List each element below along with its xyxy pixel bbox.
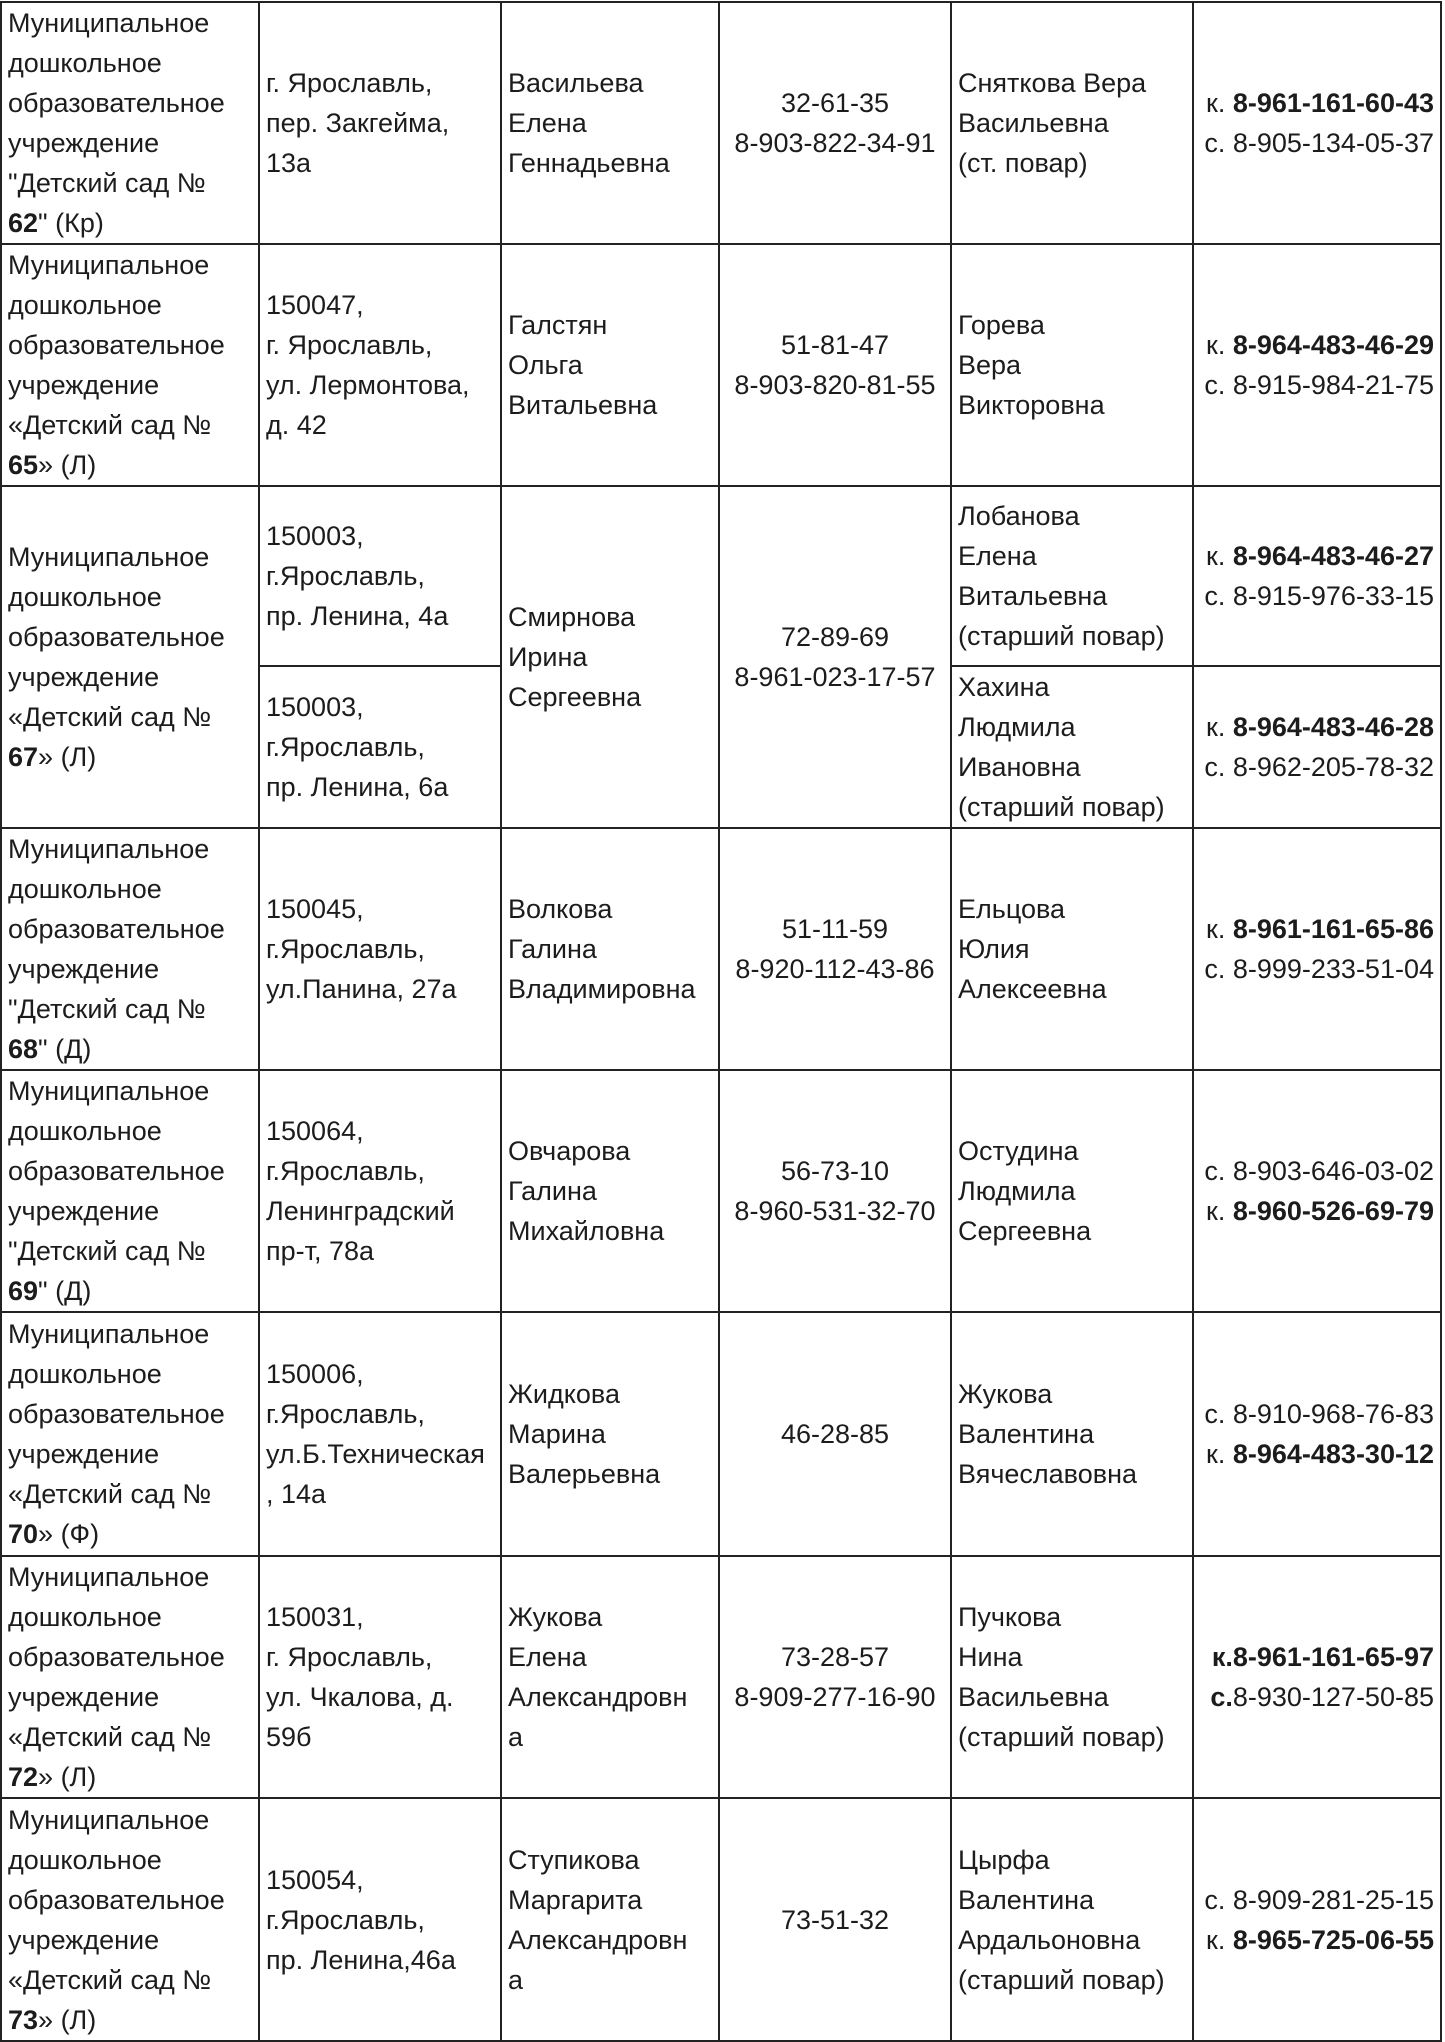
kindergarten-number: 72 <box>8 1762 39 1792</box>
address-line: 13а <box>266 148 312 178</box>
phone-line <box>1200 576 1434 616</box>
telephone-line: 51-81-47 <box>780 330 890 360</box>
mobile-phones-cell <box>1193 486 1441 666</box>
telephone-line: 8-903-820-81-55 <box>734 370 936 400</box>
kindergarten-number: 73 <box>8 2004 39 2035</box>
phone-line <box>1200 123 1434 163</box>
cook-name-line: Валентина <box>958 1884 1095 1915</box>
institution-name-text: Муниципальное дошкольное образовательное учреждение «Детский сад № <box>8 250 225 440</box>
institution-name-text: Муниципальное дошкольное образовательное учреждение "Детский сад № <box>8 1076 225 1266</box>
phone-number: 8-930-127-50-85 <box>1232 1682 1434 1712</box>
cook-name-line: (старший повар) <box>958 792 1165 822</box>
cook-name-line: Сергеевна <box>958 1216 1092 1246</box>
table-row <box>1 2 1441 244</box>
institution-name-text: Муниципальное дошкольное образовательное учреждение «Детский сад № <box>8 1562 225 1752</box>
address-line: ул.Б.Техническая <box>266 1439 485 1469</box>
cook-name-line: Васильевна <box>958 1682 1109 1712</box>
address-line: пр. Ленина,46а <box>266 1944 456 1975</box>
head-name-line: Ирина <box>508 642 588 672</box>
institution-name-text: Муниципальное дошкольное образовательное учреждение «Детский сад № <box>8 542 225 732</box>
table-row <box>1 1798 1441 2041</box>
telephone-line: 32-61-35 <box>780 88 890 118</box>
cook-name-line: Алексеевна <box>958 974 1107 1004</box>
address-cell <box>259 666 501 828</box>
telephone-line: 51-11-59 <box>781 914 889 944</box>
phone-number: 8-961-161-65-97 <box>1232 1642 1434 1672</box>
head-name-line: Васильева <box>508 68 644 98</box>
phone-prefix: с. <box>1204 1884 1233 1915</box>
phone-number: 8-905-134-05-37 <box>1232 128 1434 158</box>
phone-line <box>1200 1880 1434 1920</box>
phone-prefix: с. <box>1204 370 1233 400</box>
phone-number: 8-915-976-33-15 <box>1232 581 1434 611</box>
institution-name-tail: » (Л) <box>38 1762 97 1792</box>
cook-name-line: Лобанова <box>958 501 1080 531</box>
address-line: г.Ярославль, <box>266 1904 425 1935</box>
telephone-cell <box>719 2 951 244</box>
institution-name-text: Муниципальное дошкольное образовательное учреждение "Детский сад № <box>8 8 225 198</box>
phone-number: 8-961-161-60-43 <box>1232 88 1434 118</box>
institution-name-cell <box>1 1070 259 1312</box>
telephone-line: 46-28-85 <box>780 1419 890 1449</box>
phone-line <box>1200 1434 1434 1474</box>
telephone-cell <box>719 1556 951 1798</box>
phone-line <box>1200 1677 1434 1717</box>
cook-name-line: Цырфа <box>958 1844 1050 1875</box>
head-name-line: Валерьевна <box>508 1459 661 1489</box>
mobile-phones-cell <box>1193 1798 1441 2041</box>
institution-name-tail: " (Кр) <box>38 208 104 238</box>
phone-prefix: с. <box>1204 1156 1233 1186</box>
cook-name-line: Вера <box>958 350 1022 380</box>
phone-prefix: с. <box>1204 1399 1233 1429</box>
cook-name-cell <box>951 244 1193 486</box>
cook-name-cell <box>951 486 1193 666</box>
phone-prefix: к. <box>1211 1642 1233 1672</box>
cook-name-line: Жукова <box>958 1379 1053 1409</box>
address-cell <box>259 486 501 666</box>
phone-line <box>1200 83 1434 123</box>
head-name-line: Михайловна <box>508 1216 665 1246</box>
phone-prefix: к. <box>1206 88 1233 118</box>
institution-name-cell <box>1 486 259 828</box>
mobile-phones-cell <box>1193 1070 1441 1312</box>
mobile-phones-cell <box>1193 1556 1441 1798</box>
head-name-line: Смирнова <box>508 602 636 632</box>
phone-number: 8-962-205-78-32 <box>1232 752 1434 782</box>
address-cell <box>259 828 501 1070</box>
address-line: 150003, <box>266 521 364 551</box>
institution-name-tail: » (Л) <box>38 742 97 772</box>
cook-name-line: Юлия <box>958 934 1030 964</box>
cook-name-line: Хахина <box>958 672 1050 702</box>
address-line: 150054, <box>266 1864 364 1895</box>
cook-name-line: Елена <box>958 541 1037 571</box>
institution-name-cell <box>1 1312 259 1556</box>
cook-name-line: (старший повар) <box>958 1964 1165 1995</box>
cook-name-line: Сняткова Вера <box>958 68 1147 98</box>
telephone-cell <box>719 486 951 828</box>
institution-name-tail: » (Л) <box>38 450 97 480</box>
phone-number: 8-965-725-06-55 <box>1232 1924 1434 1955</box>
mobile-phones-cell <box>1193 666 1441 828</box>
cook-name-cell <box>951 828 1193 1070</box>
institution-name-text: Муниципальное дошкольное образовательное учреждение «Детский сад № <box>8 1319 225 1509</box>
cook-name-line: Людмила <box>958 712 1076 742</box>
address-line: 150003, <box>266 692 364 722</box>
cook-name-cell <box>951 1312 1193 1556</box>
cook-name-line: Людмила <box>958 1176 1076 1206</box>
address-cell <box>259 244 501 486</box>
cook-name-line: Витальевна <box>958 581 1108 611</box>
address-line: г. Ярославль, <box>266 1642 433 1672</box>
phone-line <box>1200 747 1434 787</box>
head-name-line: а <box>508 1722 524 1752</box>
cook-name-line: (ст. повар) <box>958 148 1088 178</box>
kindergarten-number: 65 <box>8 450 39 480</box>
kindergarten-number: 70 <box>8 1519 39 1549</box>
address-line: 150047, <box>266 290 364 320</box>
phone-number: 8-964-483-46-27 <box>1232 541 1434 571</box>
head-name-cell <box>501 1070 719 1312</box>
address-line: г.Ярославль, <box>266 934 425 964</box>
cook-name-line: Викторовна <box>958 390 1105 420</box>
address-line: 150031, <box>266 1602 364 1632</box>
head-name-cell <box>501 828 719 1070</box>
head-name-cell <box>501 244 719 486</box>
cook-name-line: Валентина <box>958 1419 1095 1449</box>
institution-name-cell <box>1 1798 259 2041</box>
cook-name-line: Нина <box>958 1642 1023 1672</box>
table-row <box>1 1312 1441 1556</box>
head-name-line: Витальевна <box>508 390 658 420</box>
phone-prefix: к. <box>1206 1196 1233 1226</box>
phone-number: 8-999-233-51-04 <box>1232 954 1434 984</box>
phone-line <box>1200 1191 1434 1231</box>
head-name-line: Сергеевна <box>508 682 642 712</box>
head-name-line: Александровн <box>508 1682 688 1712</box>
institution-name-tail: " (Д) <box>38 1034 92 1064</box>
telephone-line: 72-89-69 <box>780 622 890 652</box>
cook-name-cell <box>951 2 1193 244</box>
telephone-line: 56-73-10 <box>780 1156 890 1186</box>
phone-prefix: с. <box>1204 581 1233 611</box>
kindergarten-number: 68 <box>8 1034 39 1064</box>
head-name-line: Маргарита <box>508 1884 643 1915</box>
institution-name-text: Муниципальное дошкольное образовательное учреждение "Детский сад № <box>8 834 225 1024</box>
telephone-line: 8-903-822-34-91 <box>734 128 936 158</box>
phone-number: 8-961-161-65-86 <box>1232 914 1434 944</box>
address-cell <box>259 2 501 244</box>
kindergarten-number: 62 <box>8 208 39 238</box>
phone-number: 8-915-984-21-75 <box>1232 370 1434 400</box>
address-line: г. Ярославль, <box>266 68 433 98</box>
head-name-line: Елена <box>508 108 587 138</box>
head-name-line: Галстян <box>508 310 608 340</box>
phone-line <box>1200 949 1434 989</box>
institution-name-cell <box>1 1556 259 1798</box>
address-line: ул. Чкалова, д. <box>266 1682 454 1712</box>
cook-name-line: Остудина <box>958 1136 1079 1166</box>
address-line: пр. Ленина, 4а <box>266 601 449 631</box>
address-line: г.Ярославль, <box>266 732 425 762</box>
address-line: , 14а <box>266 1479 327 1509</box>
institution-name-tail: » (Ф) <box>38 1519 100 1549</box>
phone-prefix: к. <box>1206 541 1233 571</box>
cook-name-line: Ивановна <box>958 752 1081 782</box>
phone-line <box>1200 365 1434 405</box>
cook-name-line: Вячеславовна <box>958 1459 1138 1489</box>
cook-name-line: Горева <box>958 310 1045 340</box>
phone-line <box>1200 536 1434 576</box>
cook-name-cell <box>951 1070 1193 1312</box>
phone-number: 8-964-483-46-29 <box>1232 330 1434 360</box>
phone-prefix: с. <box>1204 128 1233 158</box>
telephone-cell <box>719 1070 951 1312</box>
address-line: 150045, <box>266 894 364 924</box>
address-cell <box>259 1070 501 1312</box>
kindergarten-number: 67 <box>8 742 39 772</box>
telephone-line: 8-909-277-16-90 <box>734 1682 936 1712</box>
phone-prefix: к. <box>1206 914 1233 944</box>
institution-name-tail: » (Л) <box>38 2004 97 2035</box>
address-line: г. Ярославль, <box>266 330 433 360</box>
phone-number: 8-960-526-69-79 <box>1232 1196 1434 1226</box>
address-cell <box>259 1798 501 2041</box>
kindergarten-number: 69 <box>8 1276 39 1306</box>
phone-number: 8-903-646-03-02 <box>1232 1156 1434 1186</box>
head-name-line: Жукова <box>508 1602 603 1632</box>
address-line: г.Ярославль, <box>266 561 425 591</box>
head-name-line: Ольга <box>508 350 583 380</box>
address-line: ул. Лермонтова, <box>266 370 470 400</box>
address-line: 150006, <box>266 1359 364 1389</box>
head-name-line: Марина <box>508 1419 606 1449</box>
head-name-line: Ступикова <box>508 1844 640 1875</box>
address-line: г.Ярославль, <box>266 1156 425 1186</box>
cook-name-line: (старший повар) <box>958 621 1165 651</box>
phone-prefix: к. <box>1206 330 1233 360</box>
address-cell <box>259 1312 501 1556</box>
phone-prefix: к. <box>1206 712 1233 742</box>
cook-name-cell <box>951 1798 1193 2041</box>
head-name-line: Елена <box>508 1642 587 1672</box>
cook-name-cell <box>951 666 1193 828</box>
institution-name-cell <box>1 244 259 486</box>
telephone-line: 8-960-531-32-70 <box>734 1196 936 1226</box>
phone-line <box>1200 1637 1434 1677</box>
table-row <box>1 1070 1441 1312</box>
address-line: Ленинградский <box>266 1196 455 1226</box>
address-line: г.Ярославль, <box>266 1399 425 1429</box>
telephone-cell <box>719 1312 951 1556</box>
head-name-line: Галина <box>508 1176 597 1206</box>
address-line: 59б <box>266 1722 312 1752</box>
address-line: пр. Ленина, 6а <box>266 772 449 802</box>
head-name-cell <box>501 1798 719 2041</box>
mobile-phones-cell <box>1193 2 1441 244</box>
table-row <box>1 1556 1441 1798</box>
phone-number: 8-964-483-30-12 <box>1232 1439 1434 1469</box>
telephone-line: 73-51-32 <box>780 1904 890 1935</box>
address-line: д. 42 <box>266 410 327 440</box>
mobile-phones-cell <box>1193 828 1441 1070</box>
phone-line <box>1200 325 1434 365</box>
cook-name-line: Васильевна <box>958 108 1109 138</box>
address-line: пер. Закгейма, <box>266 108 450 138</box>
mobile-phones-cell <box>1193 1312 1441 1556</box>
institution-name-text: Муниципальное дошкольное образовательное учреждение «Детский сад № <box>8 1804 225 1995</box>
phone-number: 8-964-483-46-28 <box>1232 712 1434 742</box>
table-row <box>1 828 1441 1070</box>
kindergarten-contacts-table <box>0 1 1442 2042</box>
phone-line <box>1200 1151 1434 1191</box>
head-name-line: Овчарова <box>508 1136 631 1166</box>
cook-name-line: Ардальоновна <box>958 1924 1141 1955</box>
telephone-line: 73-28-57 <box>780 1642 890 1672</box>
head-name-cell <box>501 1312 719 1556</box>
cook-name-line: (старший повар) <box>958 1722 1165 1752</box>
telephone-line: 8-961-023-17-57 <box>734 662 936 692</box>
head-name-line: Жидкова <box>508 1379 620 1409</box>
phone-number: 8-910-968-76-83 <box>1232 1399 1434 1429</box>
phone-line <box>1200 707 1434 747</box>
mobile-phones-cell <box>1193 244 1441 486</box>
phone-number: 8-909-281-25-15 <box>1232 1884 1434 1915</box>
head-name-line: Галина <box>508 934 597 964</box>
address-line: пр-т, 78а <box>266 1236 375 1266</box>
phone-prefix: с. <box>1210 1682 1233 1712</box>
head-name-cell <box>501 1556 719 1798</box>
head-name-cell <box>501 2 719 244</box>
institution-name-tail: " (Д) <box>38 1276 92 1306</box>
phone-line <box>1200 1394 1434 1434</box>
head-name-cell <box>501 486 719 828</box>
telephone-cell <box>719 828 951 1070</box>
address-cell <box>259 1556 501 1798</box>
phone-line <box>1200 1920 1434 1960</box>
address-line: ул.Панина, 27а <box>266 974 457 1004</box>
head-name-line: Александровн <box>508 1924 688 1955</box>
institution-name-cell <box>1 2 259 244</box>
institution-name-cell <box>1 828 259 1070</box>
phone-prefix: с. <box>1204 752 1233 782</box>
head-name-line: Геннадьевна <box>508 148 670 178</box>
phone-line <box>1200 909 1434 949</box>
head-name-line: Волкова <box>508 894 613 924</box>
telephone-cell <box>719 244 951 486</box>
head-name-line: а <box>508 1964 524 1995</box>
phone-prefix: с. <box>1204 954 1233 984</box>
head-name-line: Владимировна <box>508 974 696 1004</box>
table-row <box>1 486 1441 666</box>
telephone-cell <box>719 1798 951 2041</box>
cook-name-line: Ельцова <box>958 894 1066 924</box>
cook-name-cell <box>951 1556 1193 1798</box>
table-row <box>1 244 1441 486</box>
phone-prefix: к. <box>1206 1924 1233 1955</box>
phone-prefix: к. <box>1206 1439 1233 1469</box>
address-line: 150064, <box>266 1116 364 1146</box>
telephone-line: 8-920-112-43-86 <box>735 954 935 984</box>
cook-name-line: Пучкова <box>958 1602 1062 1632</box>
